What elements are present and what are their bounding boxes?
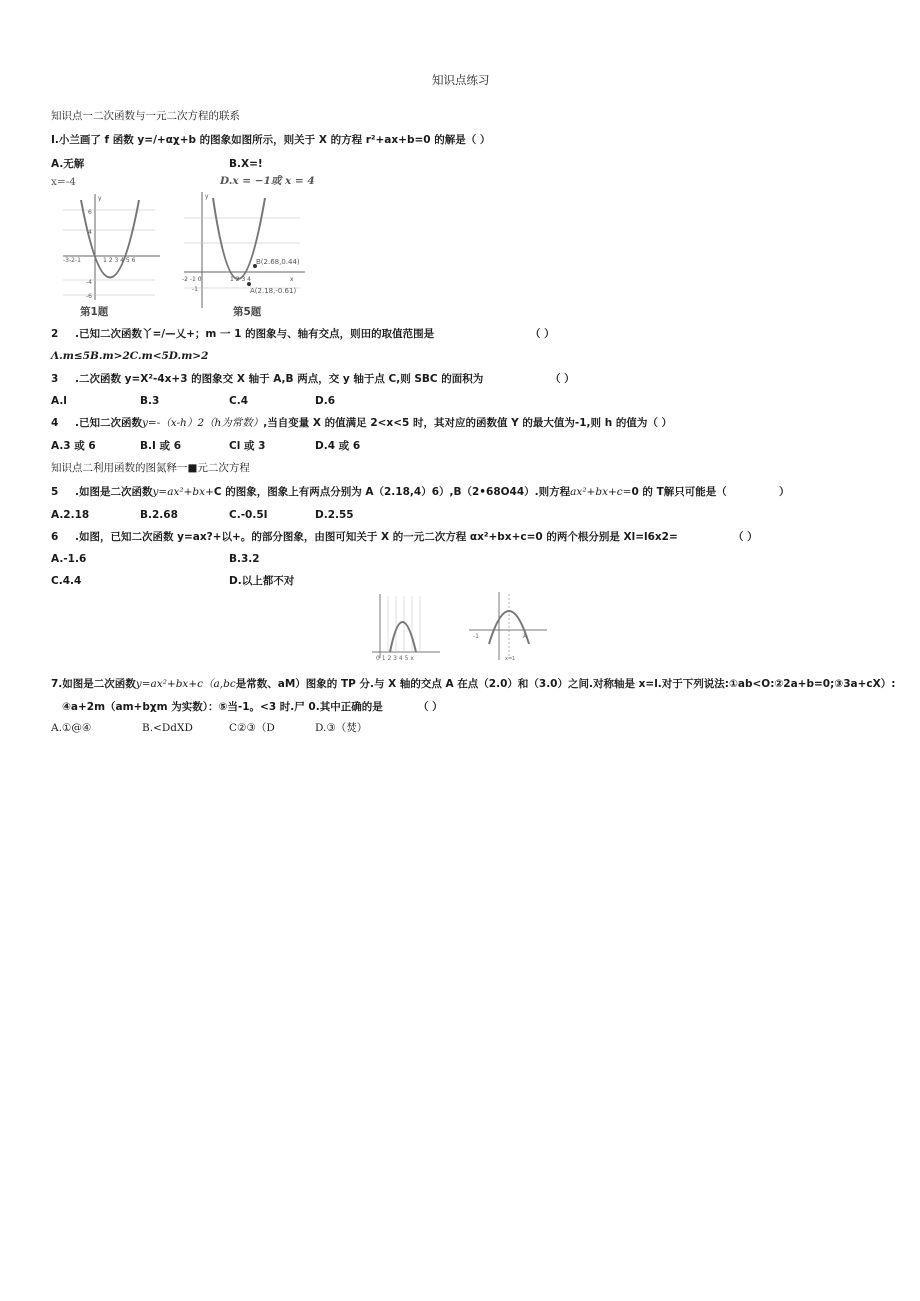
question-7-option-b: B.<DdXD <box>142 722 193 734</box>
question-5-option-a: A.2.18 <box>51 509 90 521</box>
question-5-paren-close: ） <box>779 486 790 498</box>
question-7-formula: y=ax²+bx+c（a,bc <box>135 678 236 690</box>
question-6-paren: （ ） <box>733 531 758 543</box>
question-7-line-2: ④a+2m（am+bχm 为实数）：⑤当-1。<3 时.尸 0.其中正确的是 <box>62 701 383 713</box>
question-5-formula-2: ax²+bx+c= <box>570 486 632 498</box>
question-6-number: 6 <box>51 531 59 543</box>
question-5-text <box>75 485 727 499</box>
fig5-parabola <box>213 198 265 279</box>
figure-question-5 <box>180 188 310 313</box>
svg-text:4: 4 <box>88 229 92 236</box>
question-5-formula: y=ax²+bx+ <box>152 486 214 498</box>
svg-text:-2 -1 0: -2 -1 0 <box>182 276 202 283</box>
question-4-option-c: Cl 或 3 <box>229 440 266 452</box>
svg-text:0 1 2 3 4 5 x: 0 1 2 3 4 5 x <box>376 655 414 662</box>
question-5-option-c: C.-0.5I <box>229 509 268 521</box>
section-heading-1: 知识点一二次函数与一元二次方程的联系 <box>51 110 240 122</box>
question-4-option-b: B.I 或 6 <box>140 440 182 452</box>
question-4-number: 4 <box>51 417 59 429</box>
svg-text:-4: -4 <box>86 279 92 286</box>
question-6-option-d: D.以上都不对 <box>229 575 295 587</box>
question-5-text-pre: .如图是二次函数 <box>75 486 153 498</box>
figure-question-7 <box>465 588 550 663</box>
question-5-text-mid: C 的图象，图象上有两点分别为 A（2.18,4）6）,B（2•68O44）.则方程 <box>213 486 571 498</box>
question-4-option-d: D.4 或 6 <box>315 440 361 452</box>
fig5-label-b: B(2.68,0.44) <box>256 258 300 266</box>
question-3-option-c: C.4 <box>229 395 249 407</box>
svg-text:x: x <box>290 276 294 283</box>
question-5-text-post: 0 的 T解只可能是（ <box>631 486 727 498</box>
question-5-option-b: B.2.68 <box>140 509 178 521</box>
svg-text:x=1: x=1 <box>505 656 516 662</box>
fig5-label-a: A(2.18,-0.61) <box>250 287 297 295</box>
question-3-option-a: A.l <box>51 395 67 407</box>
question-4-text <box>75 416 672 430</box>
question-3-paren: （ ） <box>550 373 575 385</box>
svg-text:y: y <box>205 193 209 200</box>
question-2-text: .已知二次函数丫=/—乂+；m 一 1 的图象与、轴有交点，则田的取值范围是 <box>75 328 435 340</box>
question-6-text: .如图，已知二次函数 y=ax?+以+。的部分图象，由图可知关于 X 的一元二次方程 αx²+bx+c=0 的两个根分别是 Xl=l6x2= <box>75 531 678 543</box>
question-3-option-d: D.6 <box>315 395 336 407</box>
figure-1-caption: 第1题 <box>80 306 109 318</box>
question-4-option-a: A.3 或 6 <box>51 440 96 452</box>
svg-text:-1: -1 <box>473 633 479 640</box>
question-3-text: .二次函数 y=X²-4x+3 的图象交 X 轴于 A,B 两点，交 y 轴于点 C,则 SBC 的面积为 <box>75 373 484 385</box>
question-7-option-c: C②③（D <box>229 722 275 734</box>
svg-text:y: y <box>98 195 102 202</box>
question-1-text: I.小兰画了 f 函数 y=/+αχ+b 的图象如图所示，则关于 X 的方程 r²+ax+b=0 的解是（ ） <box>51 134 491 146</box>
svg-text:1 2 3 4: 1 2 3 4 <box>230 276 251 283</box>
question-1-option-d: D.x = −1或 x = 4 <box>220 175 315 187</box>
question-2-options: Λ.m≤5B.m>2C.m<5D.m>2 <box>51 350 209 362</box>
question-7-line-1 <box>51 677 895 691</box>
question-2-paren: （ ） <box>530 328 555 340</box>
section-heading-2: 知识点二利用函数的图氮释一■元二次方程 <box>51 462 250 474</box>
question-7-option-d: D.③（焚） <box>315 722 368 734</box>
question-7-option-a: A.①@④ <box>51 722 92 734</box>
svg-text:1 2 3 4 5 6: 1 2 3 4 5 6 <box>103 257 136 264</box>
question-1-option-a: A.无解 <box>51 158 85 170</box>
figure-5-caption: 第5题 <box>233 306 262 318</box>
svg-text:-1: -1 <box>192 286 198 293</box>
question-7-paren: （ ） <box>418 701 443 713</box>
question-7-line-1-post: 是常数、aM）图象的 TP 分.与 X 轴的交点 A 在点（2.0）和（3.0）之间.对称轴是 x=l.对于下列说法:①ab<O:②2a+b=0;③3a+cX）: <box>235 678 896 690</box>
question-1-option-b: B.X=! <box>229 158 263 170</box>
question-3-option-b: B.3 <box>140 395 160 407</box>
question-1-option-c: x=-4 <box>51 176 76 188</box>
svg-text:-6: -6 <box>86 293 92 300</box>
question-6-option-b: B.3.2 <box>229 553 260 565</box>
question-6-option-a: A.-1.6 <box>51 553 87 565</box>
question-5-option-d: D.2.55 <box>315 509 354 521</box>
question-6-option-c: C.4.4 <box>51 575 82 587</box>
svg-text:A: A <box>523 633 528 640</box>
question-4-formula: y=-（x-h）2（h为常数） <box>142 417 264 429</box>
figure-question-1 <box>55 190 165 320</box>
svg-text:6: 6 <box>88 209 92 216</box>
question-4-text-post: ,当自变量 X 的值满足 2<x<5 时，其对应的函数值 Y 的最大值为-1,则 h 的值为（ ） <box>263 417 672 429</box>
figure-question-6 <box>368 590 443 662</box>
question-4-text-pre: .已知二次函数 <box>75 417 142 429</box>
svg-text:-3-2-1: -3-2-1 <box>63 257 81 264</box>
question-7-line-1-pre: 7.如图是二次函数 <box>51 678 136 690</box>
question-3-number: 3 <box>51 373 59 385</box>
page-title: 知识点练习 <box>432 73 490 87</box>
question-5-number: 5 <box>51 486 59 498</box>
question-2-number: 2 <box>51 328 59 340</box>
